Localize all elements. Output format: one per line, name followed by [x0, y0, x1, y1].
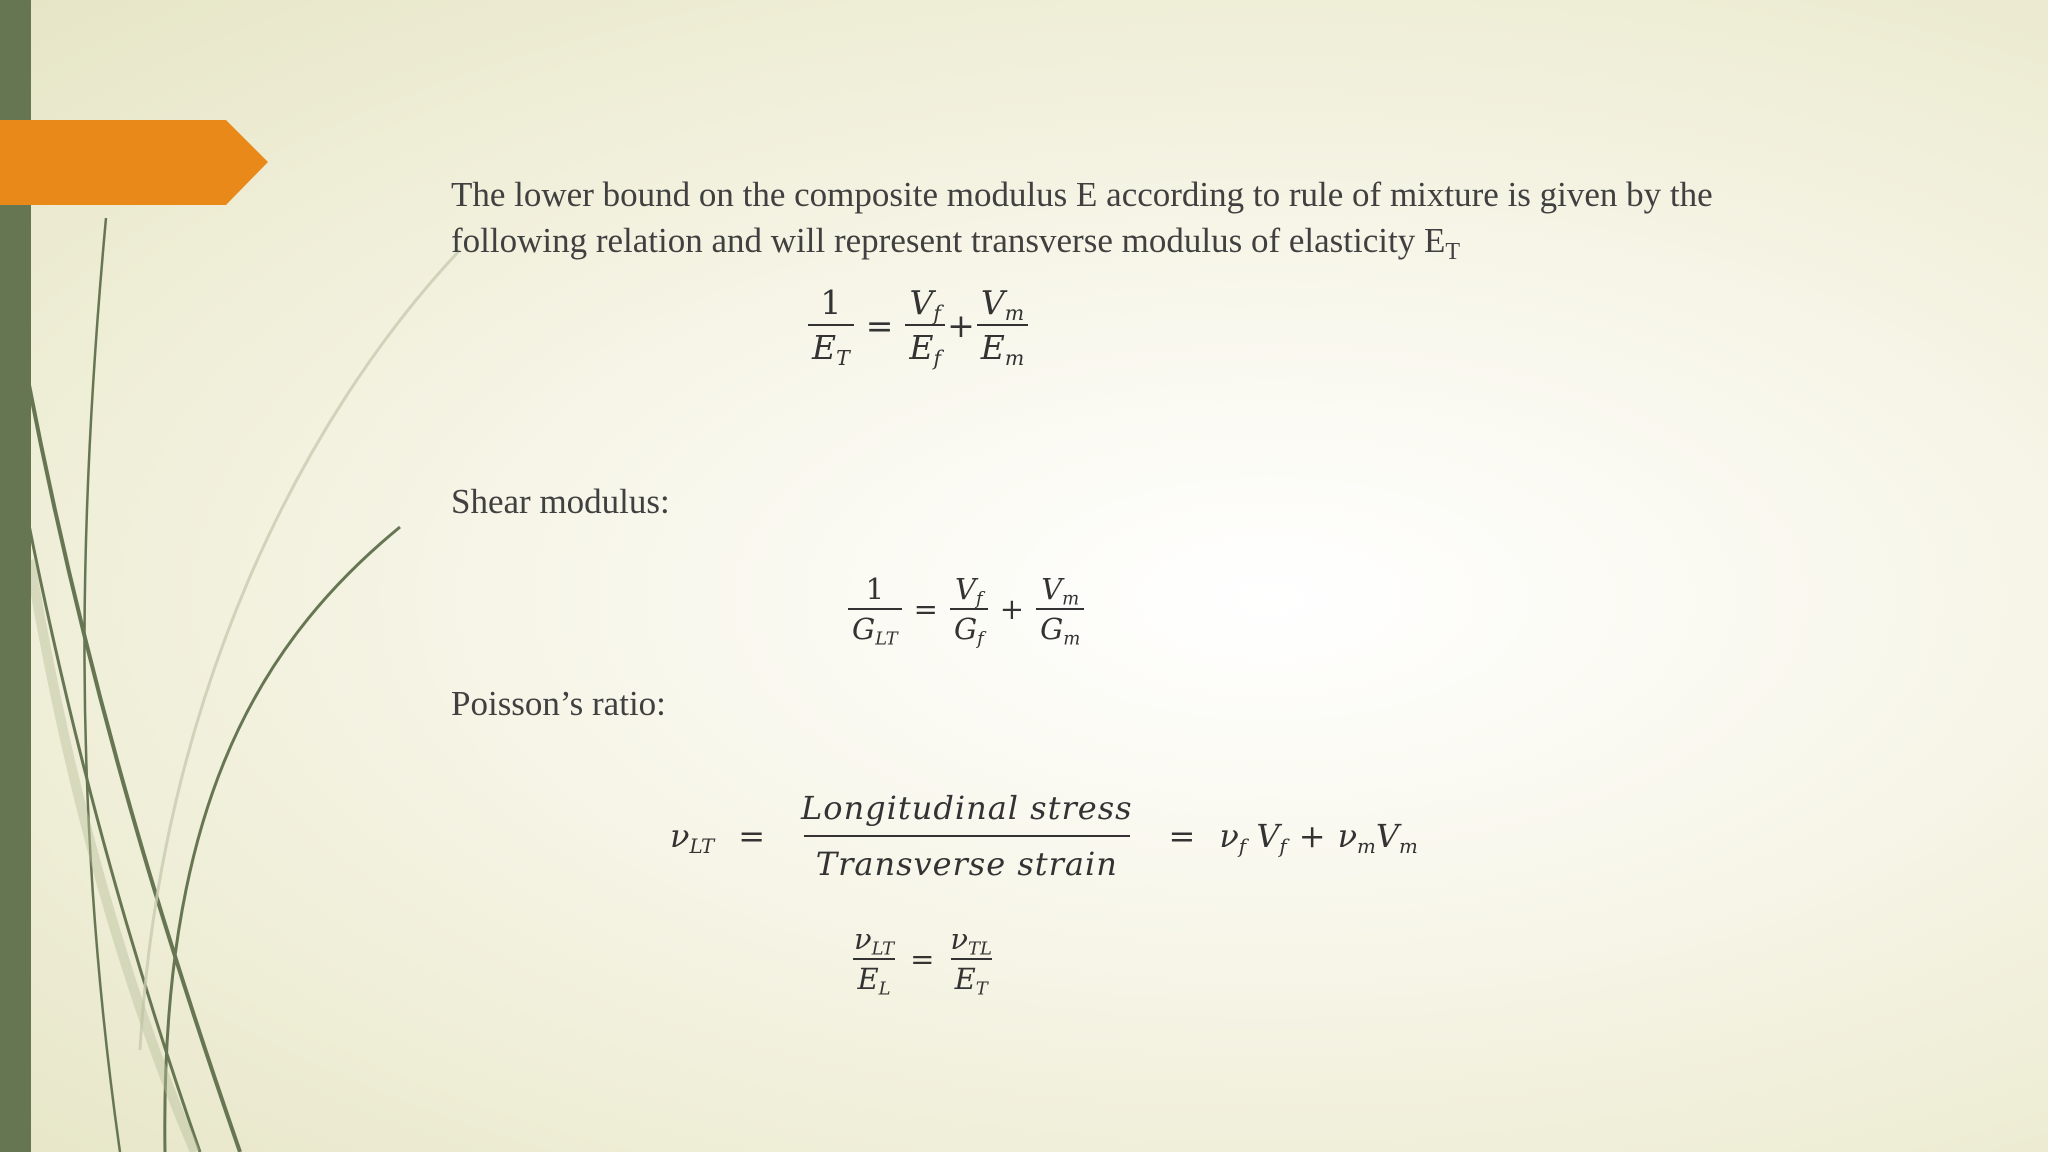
- intro-line-1: The lower bound on the composite modulus E according to rule of mixture is given by the: [451, 175, 1713, 214]
- plus-sign: +: [947, 305, 975, 345]
- fraction-stress-over-strain: $\frac{\text{Longitudinal stress}}{\text{Transverse strain}}$: [801, 789, 1133, 883]
- fraction-nutl-over-et: $\frac{\nu_{TL}}{E_T}$: [950, 922, 992, 1000]
- equals-sign: =: [910, 942, 935, 976]
- intro-subscript: T: [1445, 239, 1460, 265]
- fraction-vm-over-em: $\frac{V_m}{E_m}$: [977, 283, 1028, 367]
- equals-sign: =: [865, 305, 894, 345]
- nu-lt: $\nu_{LT}$: [670, 817, 715, 858]
- fraction-vf-over-gf: $\frac{V_f}{G_f}$: [950, 572, 988, 646]
- poissons-ratio-label: Poisson’s ratio:: [451, 684, 666, 723]
- stroke-curve-1: [84, 218, 120, 1152]
- orange-pointer-tab: [0, 120, 268, 205]
- nu-f-vf: $\nu_f$ $V_f$: [1219, 817, 1287, 858]
- fraction-vm-over-gm: $\frac{V_m}{G_m}$: [1036, 572, 1084, 646]
- intro-paragraph: [451, 172, 1941, 264]
- plus-sign: +: [1298, 817, 1326, 855]
- equals-sign: =: [913, 592, 938, 626]
- equals-sign-2: =: [1168, 817, 1196, 855]
- stroke-curve-6: [30, 560, 195, 1152]
- stroke-curve-3: [28, 520, 200, 1152]
- fraction-vf-over-ef: $\frac{V_f}{E_f}$: [905, 283, 945, 367]
- fraction-one-over-glt: $\frac{1}{G_{LT}}$: [848, 572, 902, 646]
- stroke-curve-4: [165, 527, 400, 1152]
- plus-sign: +: [999, 592, 1025, 626]
- equation-poissons-ratio: [670, 789, 1418, 883]
- shear-modulus-label: Shear modulus:: [451, 482, 670, 521]
- fraction-one-over-et: $\frac{1}{E_T}$: [808, 283, 854, 367]
- equation-reciprocal-relation: [850, 922, 996, 1000]
- stroke-curve-2: [28, 380, 240, 1152]
- equation-shear-modulus: [848, 572, 1084, 650]
- equation-transverse-modulus: [808, 283, 1028, 371]
- stroke-curve-5: [140, 250, 460, 1050]
- intro-line-2: following relation and will represent transverse modulus of elasticity E: [451, 221, 1446, 260]
- nu-m-vm: $\nu_mV_m$: [1337, 817, 1418, 858]
- equals-sign: =: [738, 817, 766, 855]
- fraction-nult-over-el: $\frac{\nu_{LT}}{E_L}$: [854, 922, 895, 1000]
